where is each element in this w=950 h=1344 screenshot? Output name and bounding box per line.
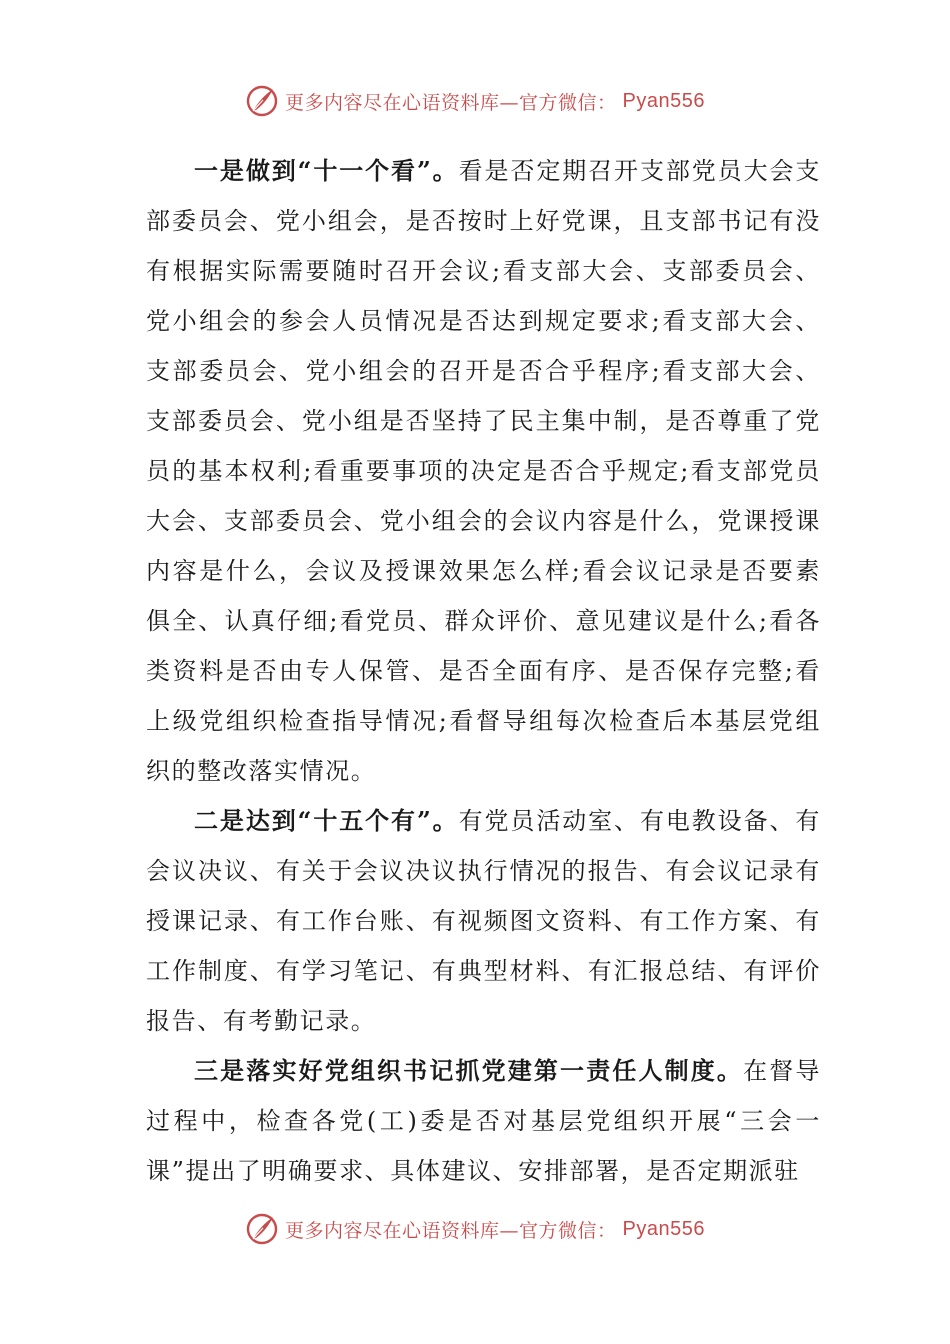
watermark-text: 更多内容尽在心语资料库—官方微信： xyxy=(285,1219,617,1242)
watermark-wechat-id: Pyan556 xyxy=(622,1217,705,1240)
paragraph-2-body: 有党员活动室、有电教设备、有会议决议、有关于会议决议执行情况的报告、有会议记录有授课记录、有工作台账、有视频图文资料、有工作方案、有工作制度、有学习笔记、有典型材料、有汇报总结、有评价报告、有考勤记录。 xyxy=(146,807,821,1035)
paragraph-2-lead: 二是达到“十五个有”。 xyxy=(194,806,459,835)
footer-watermark xyxy=(0,1212,950,1246)
quill-logo-icon xyxy=(245,1212,279,1246)
paragraph-1-lead: 一是做到“十一个看”。 xyxy=(194,156,459,185)
paragraph-3 xyxy=(146,1046,821,1196)
paragraph-3-lead: 三是落实好党组织书记抓党建第一责任人制度。 xyxy=(194,1056,744,1085)
watermark-wechat-id: Pyan556 xyxy=(622,89,705,112)
paragraph-2 xyxy=(146,796,821,1046)
header-watermark xyxy=(0,84,950,118)
watermark-text: 更多内容尽在心语资料库—官方微信： xyxy=(285,91,617,114)
paragraph-1-body: 看是否定期召开支部党员大会支部委员会、党小组会，是否按时上好党课，且支部书记有没有根据实际需要随时召开会议;看支部大会、支部委员会、党小组会的参会人员情况是否达到规定要求;看支部大会、支部委员会、党小组会的召开是否合乎程序;看支部大会、支部委员会、党小组是否坚持了民主集中制，是否尊重了党员的基本权利;看重要事项的决定是否合乎规定;看支部党员大会、支部委员会、党小组会的会议内容是什么，党课授课内容是什么，会议及授课效果怎么样;看会议记录是否要素俱全、认真仔细;看党员、群众评价、意见建议是什么;看各类资料是否由专人保管、是否全面有序、是否保存完整;看上级党组织检查指导情况;看督导组每次检查后本基层党组织的整改落实情况。 xyxy=(146,157,821,785)
document-body xyxy=(146,146,821,1196)
paragraph-3-body: 在督导过程中，检查各党(工)委是否对基层党组织开展“三会一课”提出了明确要求、具体建议、安排部署，是否定期派驻 xyxy=(146,1057,821,1185)
quill-logo-icon xyxy=(245,84,279,118)
paragraph-1 xyxy=(146,146,821,796)
